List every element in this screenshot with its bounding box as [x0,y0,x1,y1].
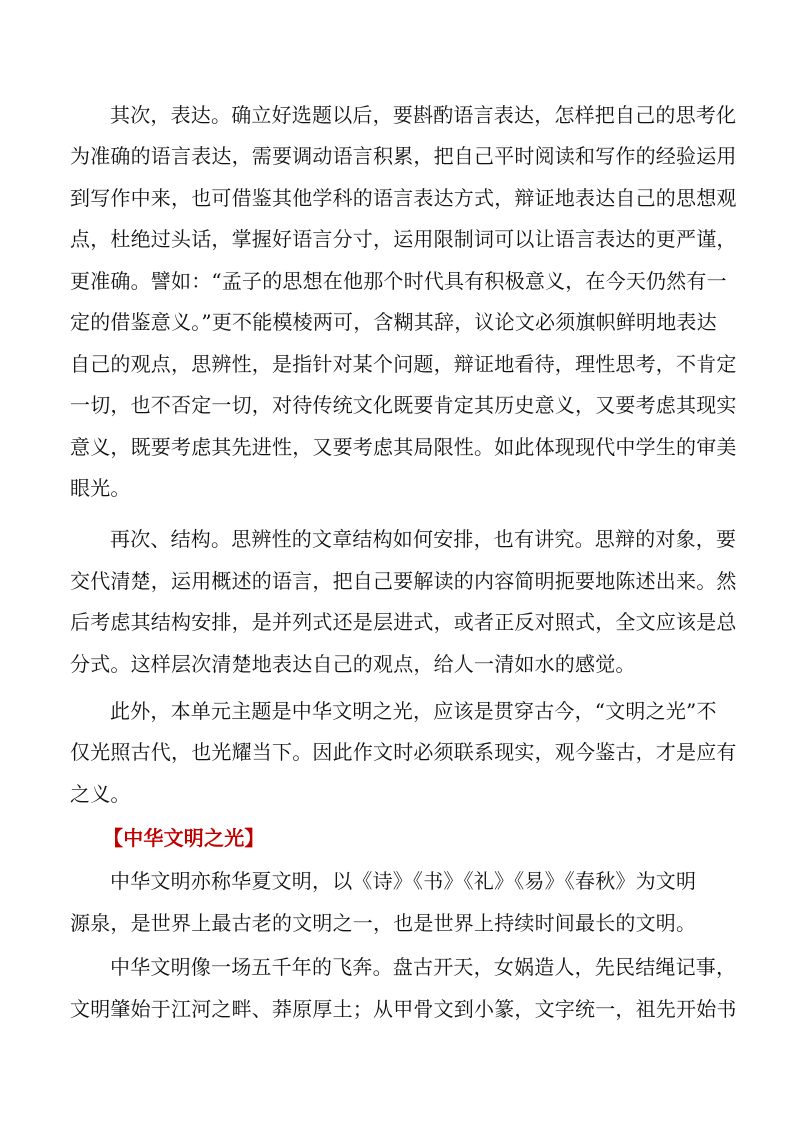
paragraph-1-line-8: 一切，也不否定一切，对待传统文化既要肯定其历史意义，又要考虑其现实 [70,393,737,417]
paragraph-1-line-7: 自己的观点，思辨性，是指针对某个问题，辩证地看待，理性思考，不肯定 [70,352,737,376]
paragraph-2-line-4: 分式。这样层次清楚地表达自己的观点，给人一清如水的感觉。 [70,652,636,676]
paragraph-3-line-3: 之义。 [70,782,131,806]
paragraph-1-line-3: 到写作中来，也可借鉴其他学科的语言表达方式，辩证地表达自己的思想观 [70,186,737,210]
paragraph-3-line-2: 仅光照古代，也光耀当下。因此作文时必须联系现实，观今鉴古，才是应有 [70,740,737,764]
paragraph-1-line-6: 定的借鉴意义。”更不能模棱两可，含糊其辞，议论文必须旗帜鲜明地表达 [70,310,717,334]
paragraph-2-line-1: 再次、结构。思辨性的文章结构如何安排，也有讲究。思辩的对象，要 [110,527,737,551]
paragraph-5-line-1: 中华文明像一场五千年的飞奔。盘古开天，女娲造人，先民结绳记事， [110,955,737,979]
paragraph-1-line-4: 点，杜绝过头话，掌握好语言分寸，运用限制词可以让语言表达的更严谨， [70,227,737,251]
paragraph-2-line-2: 交代清楚，运用概述的语言，把自己要解读的内容简明扼要地陈述出来。然 [70,569,737,593]
section-heading: 【中华文明之光】 [103,826,265,850]
paragraph-1-line-2: 为准确的语言表达，需要调动语言积累，把自己平时阅读和写作的经验运用 [70,144,737,168]
paragraph-1-line-1: 其次，表达。确立好选题以后，要斟酌语言表达，怎样把自己的思考化 [110,103,737,127]
paragraph-1-line-10: 眼光。 [70,476,131,500]
paragraph-1-line-9: 意义，既要考虑其先进性，又要考虑其局限性。如此体现现代中学生的审美 [70,435,737,459]
paragraph-2-line-3: 后考虑其结构安排，是并列式还是层进式，或者正反对照式，全文应该是总 [70,610,737,634]
paragraph-4-line-1: 中华文明亦称华夏文明，以《诗》《书》《礼》《易》《春秋》为文明 [110,869,697,893]
paragraph-1-line-5: 更准确。譬如：“孟子的思想在他那个时代具有积极意义，在今天仍然有一 [70,269,727,293]
paragraph-4-line-2: 源泉，是世界上最古老的文明之一，也是世界上持续时间最长的文明。 [70,911,697,935]
paragraph-5-line-2: 文明肇始于江河之畔、莽原厚土；从甲骨文到小篆，文字统一，祖先开始书 [70,997,737,1021]
paragraph-3-line-1: 此外，本单元主题是中华文明之光，应该是贯穿古今，“文明之光”不 [110,699,717,723]
